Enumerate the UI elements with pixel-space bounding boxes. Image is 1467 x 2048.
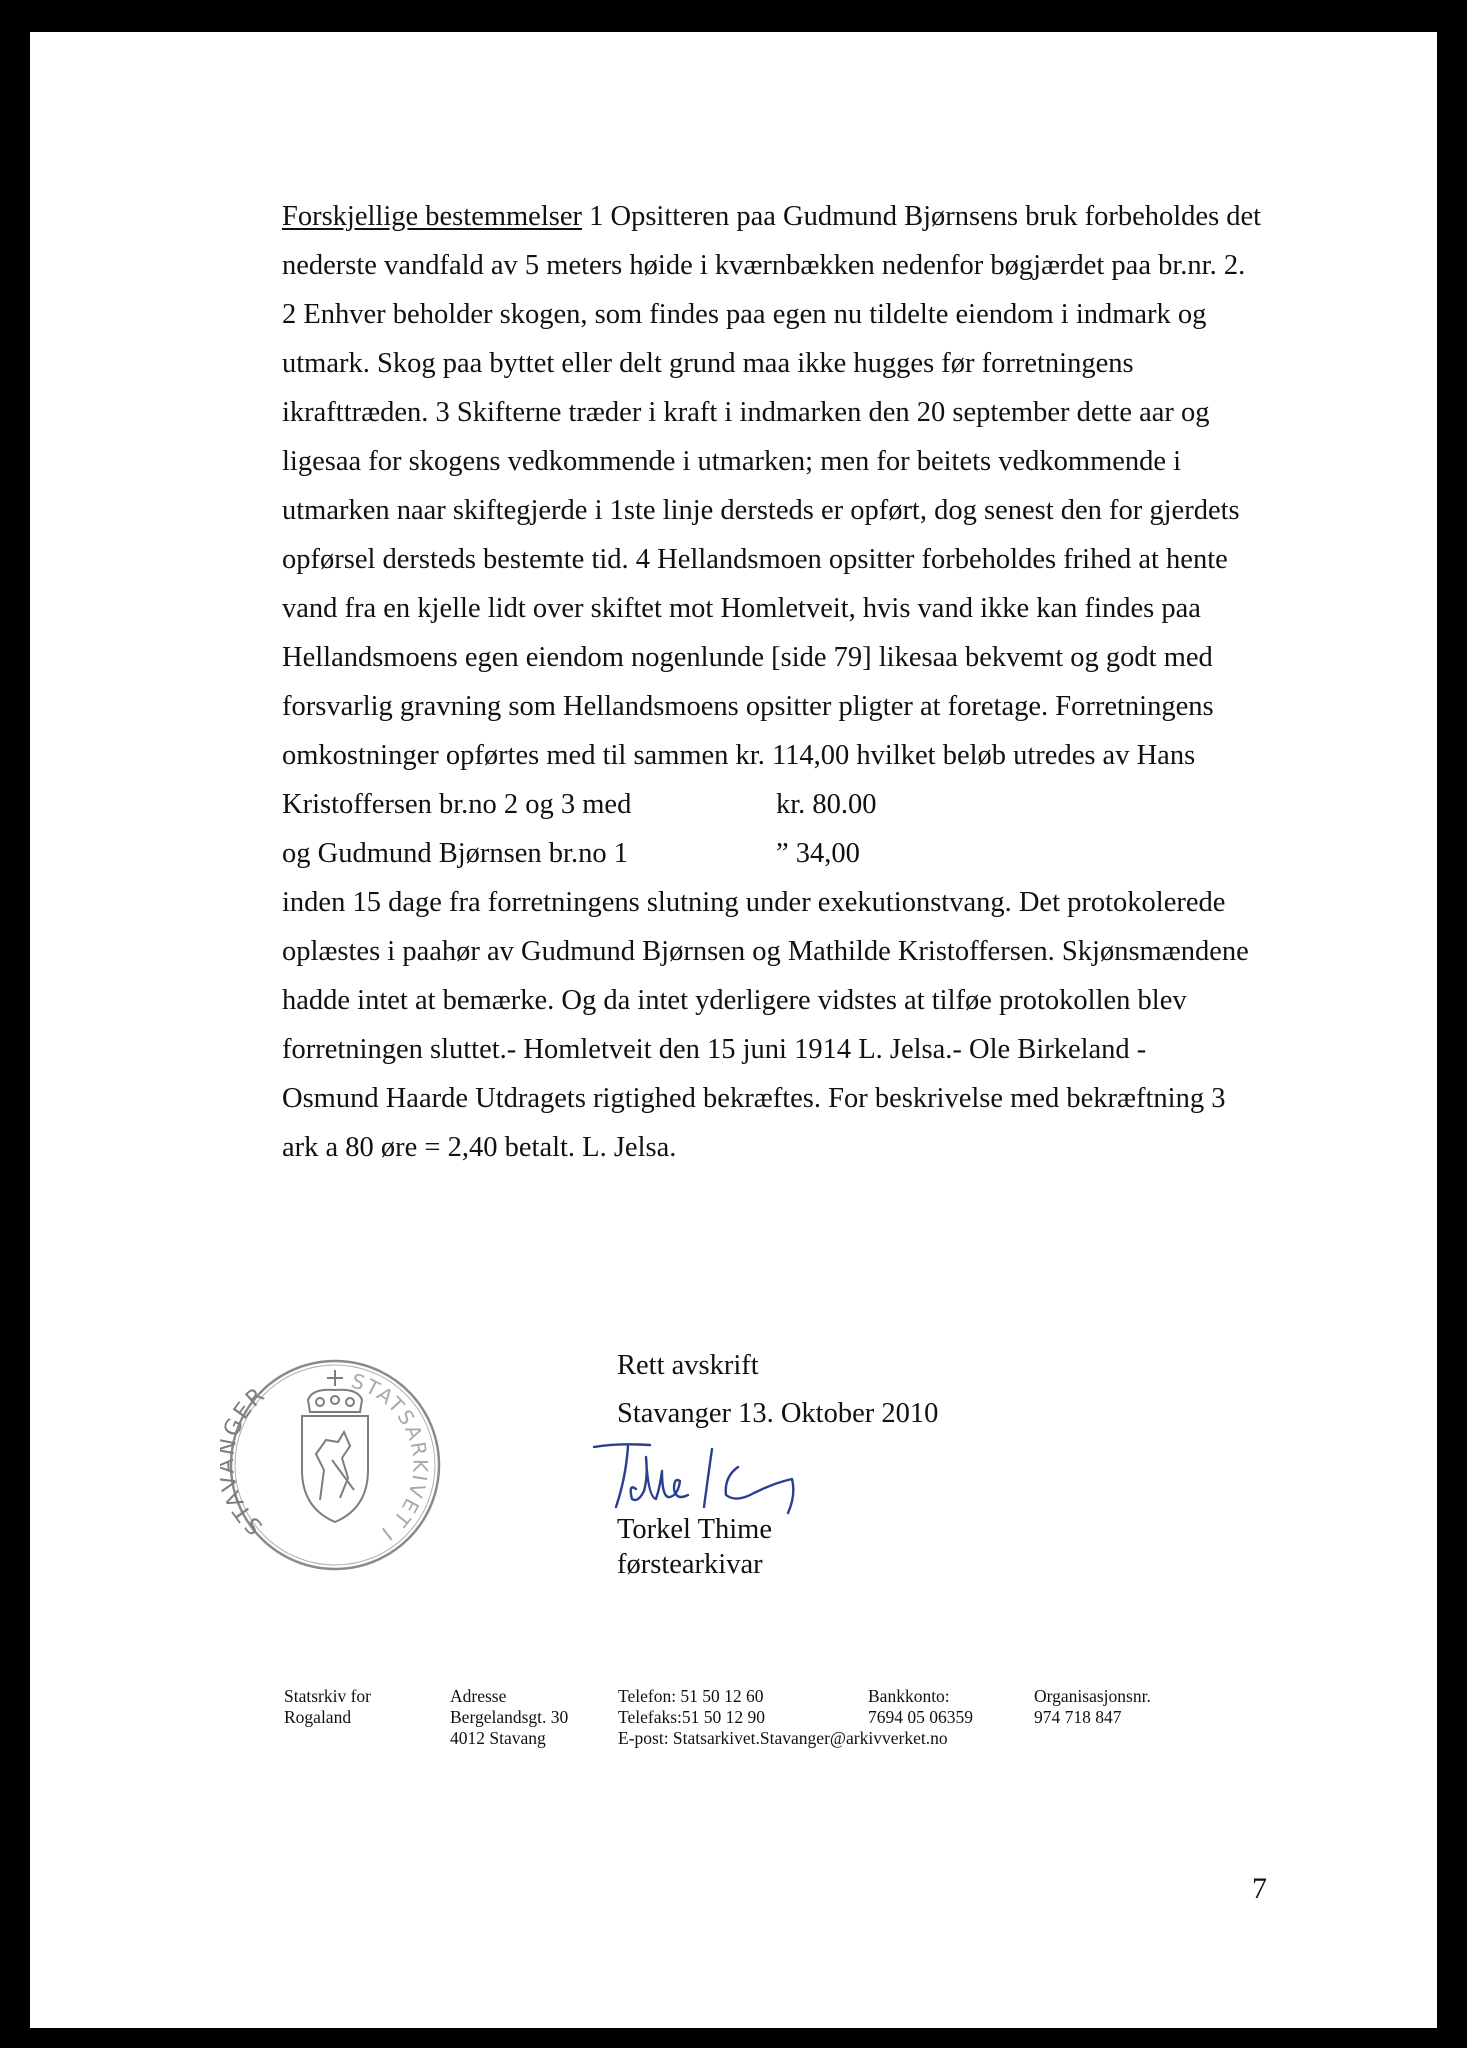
body-line: 2 Enhver beholder skogen, som findes paa egen nu tildelte eiendom i indmark og	[282, 299, 1207, 330]
body-line: vand fra en kjelle lidt over skiftet mot Homletveit, hvis vand ikke kan findes paa	[282, 593, 1201, 624]
payment-amount: ” 34,00	[776, 838, 860, 869]
body-line: Hellandsmoens egen eiendom nogenlunde [side 79] likesaa bekvemt og godt med	[282, 642, 1213, 673]
body-line: forretningen sluttet.- Homletveit den 15 juni 1914 L. Jelsa.- Ole Birkeland -	[282, 1034, 1147, 1065]
payment-label: Kristoffersen br.no 2 og 3 med	[282, 789, 632, 820]
body-line: ark a 80 øre = 2,40 betalt. L. Jelsa.	[282, 1132, 677, 1163]
archive-stamp	[220, 1350, 450, 1585]
payment-row	[282, 780, 1302, 829]
footer-col-address: Adresse Bergelandsgt. 30 4012 Stavang	[450, 1686, 569, 1748]
body-line: hadde intet at bemærke. Og da intet yderligere vidstes at tilføe protokollen blev	[282, 985, 1187, 1016]
body-line: ligesaa for skogens vedkommende i utmarken; men for beitets vedkommende i	[282, 446, 1182, 477]
body-line: nederste vandfald av 5 meters høide i kværnbækken nedenfor bøgjærdet paa br.nr. 2.	[282, 250, 1246, 281]
payment-row	[282, 829, 1302, 878]
footer-col-bank: Bankkonto: 7694 05 06359	[868, 1686, 973, 1727]
document-page	[30, 32, 1437, 2028]
closing-block	[617, 1342, 938, 1438]
body-line: forsvarlig gravning som Hellandsmoens opsitter pligter at foretage. Forretningens	[282, 691, 1214, 722]
body-line: oplæstes i paahør av Gudmund Bjørnsen og Mathilde Kristoffersen. Skjønsmændene	[282, 936, 1249, 967]
signatory-name: Torkel Thime	[617, 1514, 772, 1545]
body-line: Forskjellige bestemmelser 1 Opsitteren paa Gudmund Bjørnsens bruk forbeholdes det	[282, 201, 1262, 232]
svg-text:STAVANGER	[220, 1382, 271, 1539]
body-line: omkostninger opførtes med til sammen kr. 114,00 hvilket beløb utredes av Hans	[282, 740, 1196, 771]
body-line: utmark. Skog paa byttet eller delt grund maa ikke hugges før forretningens	[282, 348, 1134, 379]
body-line: inden 15 dage fra forretningens slutning under exekutionstvang. Det protokolerede	[282, 887, 1226, 918]
body-line: ikrafttræden. 3 Skifterne træder i kraft i indmarken den 20 september dette aar og	[282, 397, 1210, 428]
footer-col-org: Organisasjonsnr. 974 718 847	[1034, 1686, 1151, 1727]
certification-line: Rett avskrift	[617, 1350, 759, 1381]
payment-amount: kr. 80.00	[776, 789, 877, 820]
signatory-title: førstearkivar	[617, 1549, 763, 1580]
place-date-line: Stavanger 13. Oktober 2010	[617, 1398, 939, 1429]
body-line: utmarken naar skiftegjerde i 1ste linje dersteds er opført, dog senest den for gjerdets	[282, 495, 1240, 526]
body-line: opførsel dersteds bestemte tid. 4 Hellandsmoen opsitter forbeholdes frihed at hente	[282, 544, 1228, 575]
section-heading: Forskjellige bestemmelser	[282, 201, 582, 232]
signatory-block	[617, 1512, 772, 1582]
payment-label: og Gudmund Bjørnsen br.no 1	[282, 838, 628, 869]
svg-text:STATSARKIVET I	[349, 1369, 433, 1547]
footer-col-institution: Statsrkiv for Rogaland	[284, 1686, 372, 1727]
transcript-body	[282, 192, 1302, 1172]
body-line: Osmund Haarde Utdragets rigtighed bekræftes. For beskrivelse med bekræftning 3	[282, 1083, 1226, 1114]
page-number: 7	[1252, 1872, 1267, 1905]
stamp-text-left: STA GER	[220, 1382, 271, 1540]
stamp-text-right: STATSARKIVET I	[348, 1368, 433, 1547]
footer-col-contact: Telefon: 51 50 12 60 Telefaks:51 50 12 90 E-post: Statsarkivet.Stavanger@arkivverket.no	[618, 1686, 948, 1748]
